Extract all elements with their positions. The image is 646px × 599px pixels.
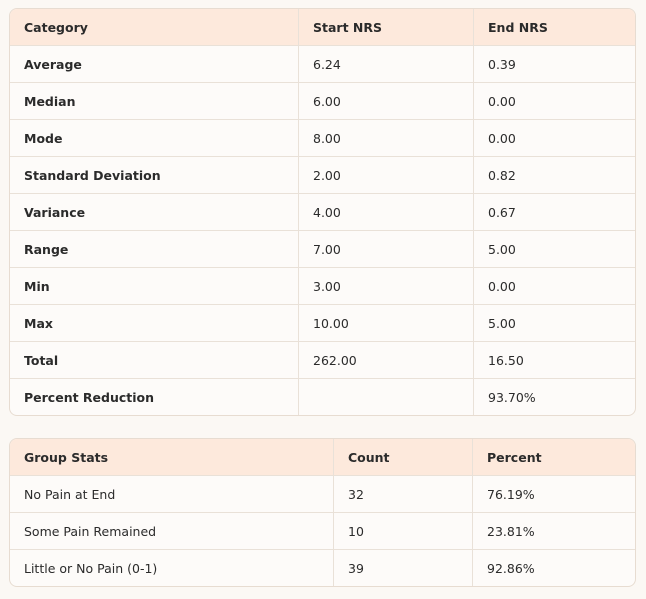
table-header-row bbox=[10, 439, 635, 476]
group-label: No Pain at End bbox=[10, 476, 334, 513]
table-row bbox=[10, 550, 635, 586]
row-label: Standard Deviation bbox=[10, 157, 299, 194]
start-nrs-cell: 8.00 bbox=[299, 120, 474, 157]
table-row bbox=[10, 476, 635, 513]
end-nrs-cell: 93.70% bbox=[488, 389, 536, 405]
row-label: Mode bbox=[10, 120, 299, 157]
group-label: Some Pain Remained bbox=[10, 513, 334, 550]
start-nrs-cell bbox=[299, 379, 474, 415]
percent-cell: 92.86% bbox=[487, 560, 535, 576]
table-row bbox=[10, 46, 635, 83]
end-nrs-cell: 0.39 bbox=[474, 46, 635, 83]
table-row bbox=[10, 305, 635, 342]
start-nrs-cell: 3.00 bbox=[299, 268, 474, 305]
row-label: Variance bbox=[10, 194, 299, 231]
row-label: Median bbox=[10, 83, 299, 120]
table-row bbox=[10, 157, 635, 194]
end-nrs-cell: 0.67 bbox=[474, 194, 635, 231]
end-nrs-cell: 0.00 bbox=[474, 268, 635, 305]
table-row bbox=[10, 120, 635, 157]
table-row bbox=[10, 513, 635, 550]
table-row bbox=[10, 194, 635, 231]
row-label: Range bbox=[10, 231, 299, 268]
start-nrs-cell: 2.00 bbox=[299, 157, 474, 194]
end-nrs-cell: 5.00 bbox=[474, 305, 635, 342]
group-label: Little or No Pain (0-1) bbox=[10, 550, 334, 586]
row-label: Average bbox=[10, 46, 299, 83]
count-cell: 10 bbox=[334, 513, 473, 550]
percent-cell: 23.81% bbox=[473, 513, 635, 550]
table-row bbox=[10, 342, 635, 379]
end-nrs-cell: 5.00 bbox=[474, 231, 635, 268]
end-nrs-cell: 0.00 bbox=[474, 120, 635, 157]
start-nrs-cell: 262.00 bbox=[299, 342, 474, 379]
table-row bbox=[10, 268, 635, 305]
table-row bbox=[10, 83, 635, 120]
column-header-percent: Percent bbox=[473, 439, 635, 476]
start-nrs-cell: 6.00 bbox=[299, 83, 474, 120]
column-header-start-nrs: Start NRS bbox=[299, 9, 474, 46]
stats-table bbox=[9, 8, 636, 416]
row-label: Min bbox=[10, 268, 299, 305]
start-nrs-cell: 4.00 bbox=[299, 194, 474, 231]
start-nrs-cell: 6.24 bbox=[299, 46, 474, 83]
count-cell: 39 bbox=[334, 550, 473, 586]
table-row bbox=[10, 379, 635, 415]
start-nrs-cell: 7.00 bbox=[299, 231, 474, 268]
percent-cell: 76.19% bbox=[473, 476, 635, 513]
table-header-row bbox=[10, 9, 635, 46]
end-nrs-cell: 0.82 bbox=[474, 157, 635, 194]
end-nrs-cell: 16.50 bbox=[474, 342, 635, 379]
column-header-group-stats: Group Stats bbox=[10, 439, 334, 476]
start-nrs-cell: 10.00 bbox=[299, 305, 474, 342]
table-row bbox=[10, 231, 635, 268]
column-header-count: Count bbox=[334, 439, 473, 476]
count-cell: 32 bbox=[334, 476, 473, 513]
row-label: Max bbox=[10, 305, 299, 342]
end-nrs-cell: 0.00 bbox=[474, 83, 635, 120]
group-stats-table bbox=[9, 438, 636, 587]
column-header-category: Category bbox=[10, 9, 299, 46]
column-header-end-nrs: End NRS bbox=[474, 9, 635, 46]
row-label: Percent Reduction bbox=[10, 379, 299, 415]
row-label: Total bbox=[10, 342, 299, 379]
